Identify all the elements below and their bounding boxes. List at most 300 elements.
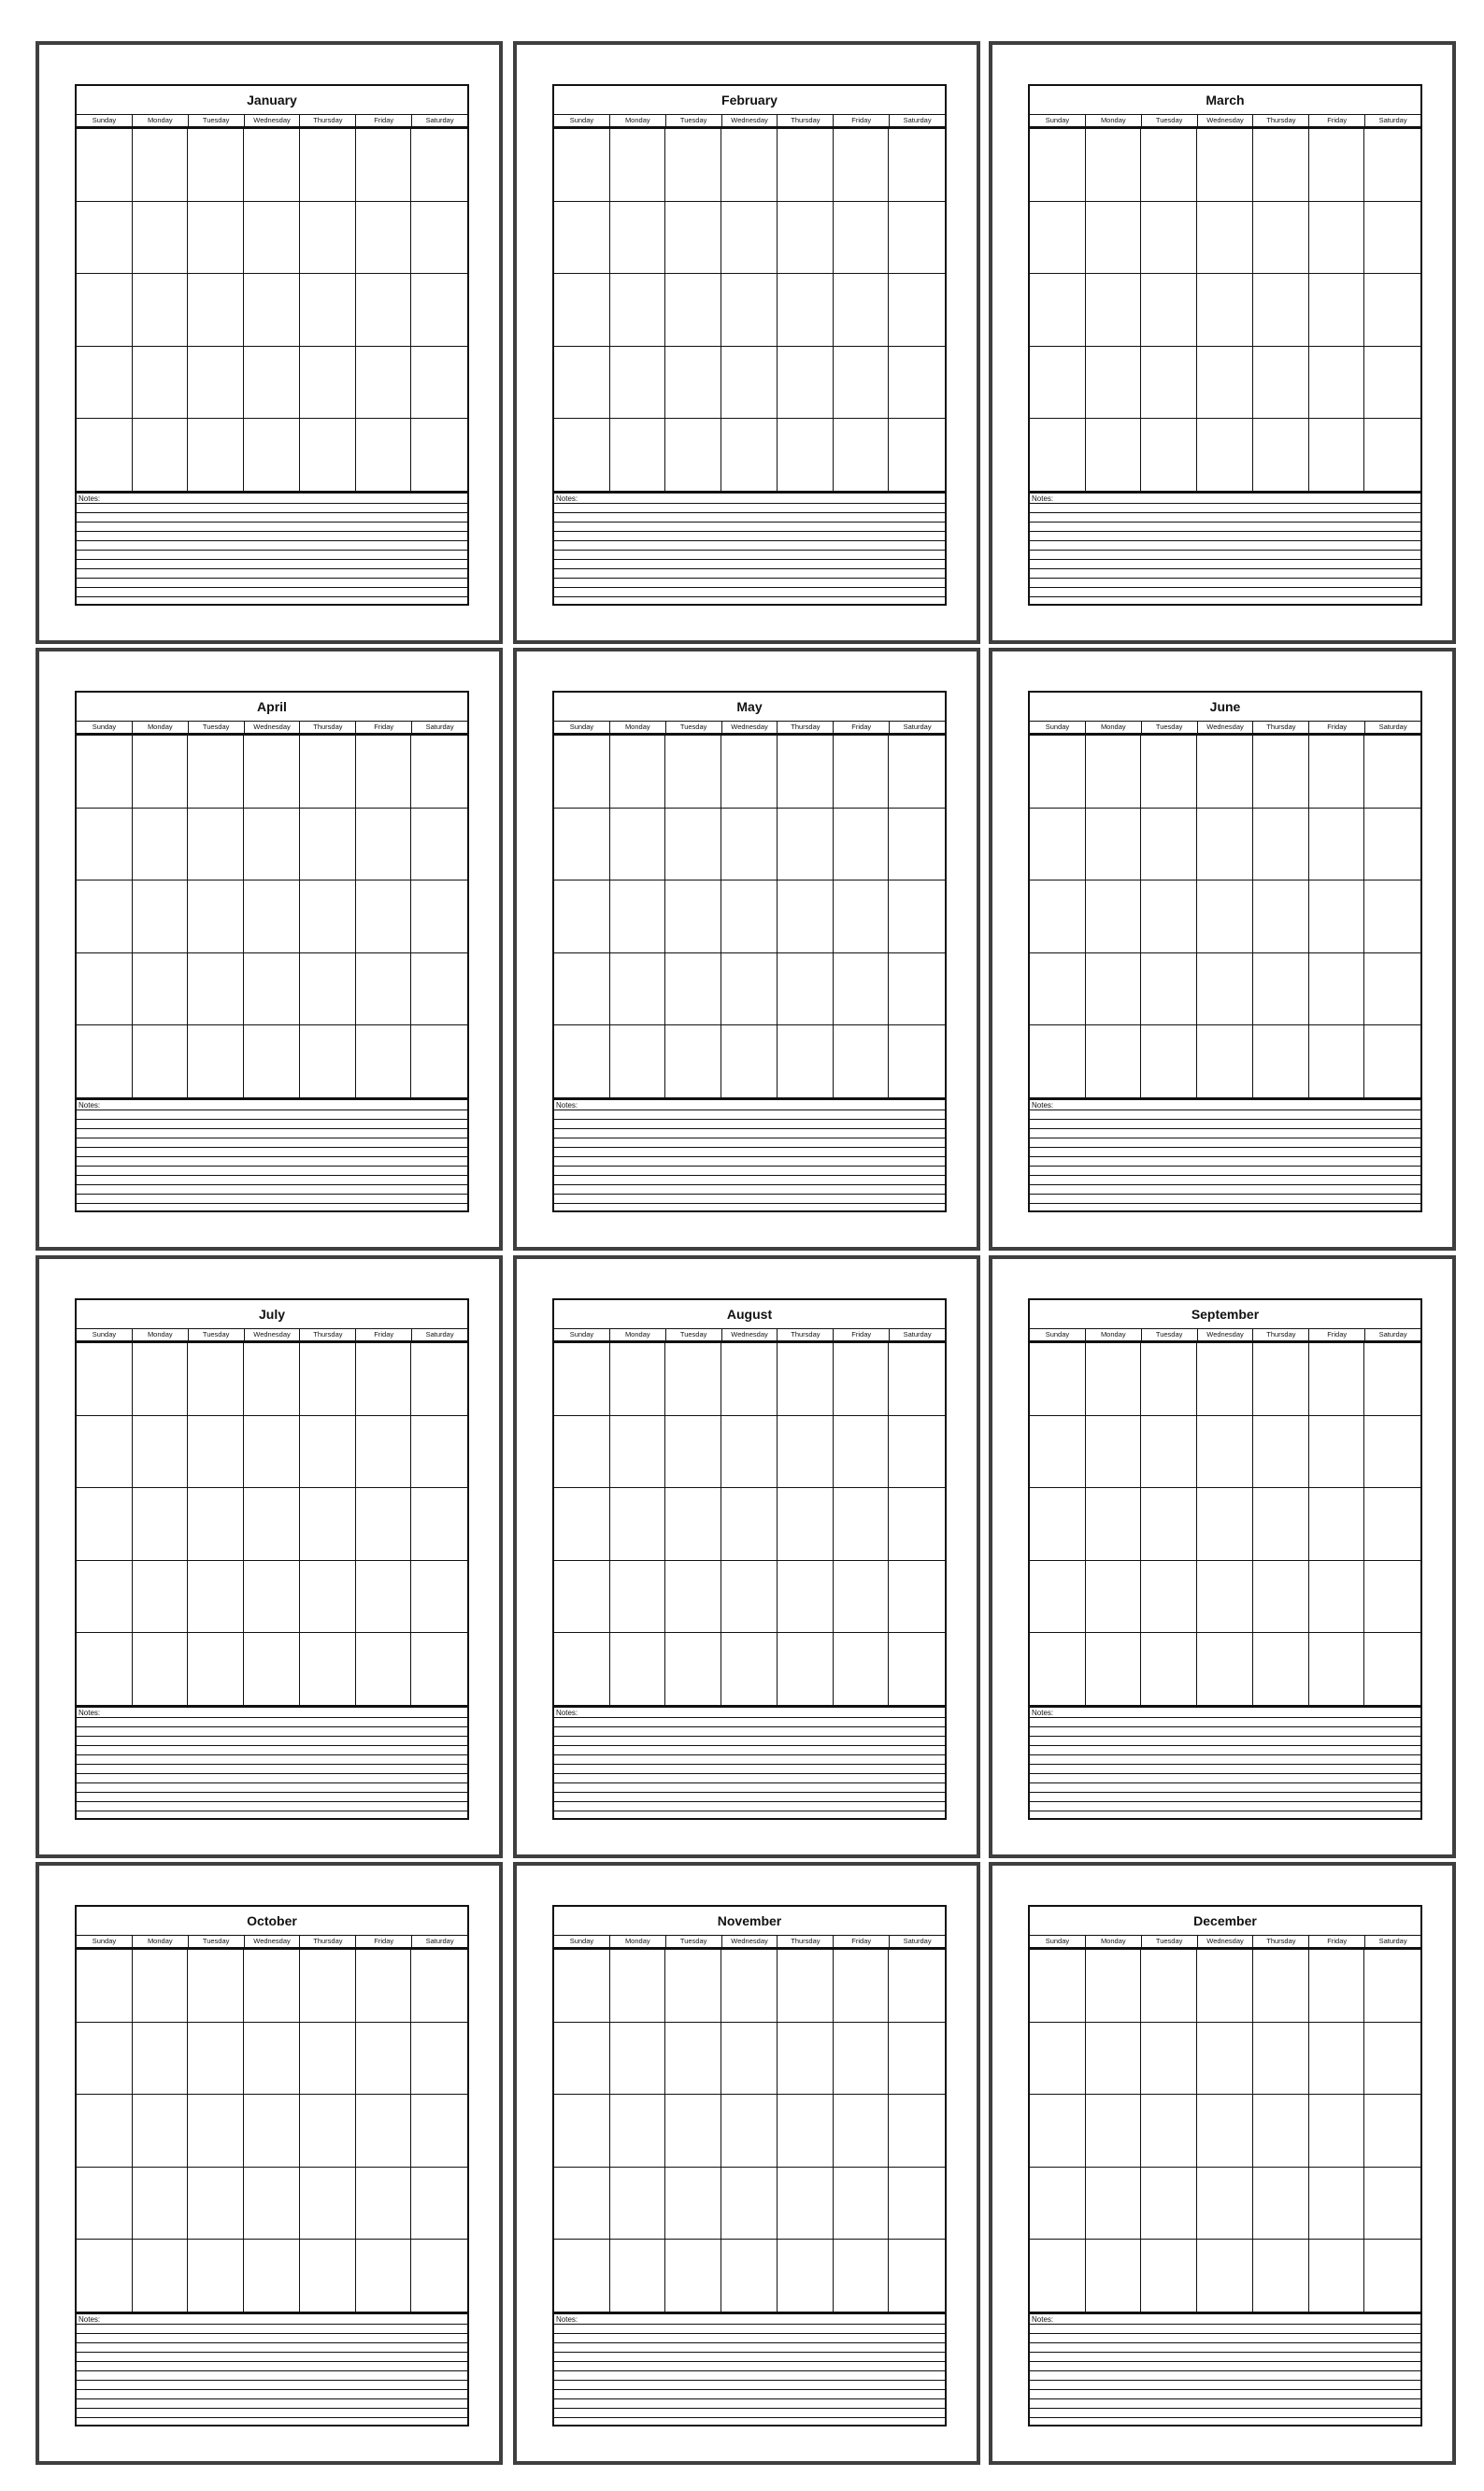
note-line bbox=[77, 1764, 467, 1765]
day-cell bbox=[1364, 347, 1420, 420]
day-cell bbox=[665, 419, 721, 492]
day-cell bbox=[411, 1561, 467, 1634]
day-cell bbox=[834, 202, 890, 275]
weekday-label: Saturday bbox=[411, 1936, 467, 1947]
day-cell bbox=[610, 1343, 666, 1416]
day-cell bbox=[133, 129, 189, 202]
day-cell bbox=[188, 2168, 244, 2240]
note-line bbox=[1030, 512, 1420, 513]
note-line bbox=[77, 1147, 467, 1148]
weekday-header-row bbox=[1030, 114, 1420, 129]
month-title: March bbox=[1206, 93, 1245, 107]
weekday-label: Sunday bbox=[92, 1937, 117, 1945]
note-line bbox=[77, 1773, 467, 1774]
day-cell bbox=[554, 202, 610, 275]
month-title: May bbox=[736, 699, 763, 714]
weekday-label: Monday bbox=[132, 1936, 188, 1947]
day-cell bbox=[1309, 809, 1365, 881]
note-line bbox=[77, 2324, 467, 2325]
day-cell bbox=[1197, 1633, 1253, 1706]
note-line bbox=[77, 1109, 467, 1110]
weekday-label: Tuesday bbox=[188, 1936, 244, 1947]
note-line bbox=[77, 550, 467, 551]
day-cell bbox=[411, 953, 467, 1026]
day-cell bbox=[778, 2168, 834, 2240]
day-cell bbox=[1030, 1343, 1086, 1416]
day-cell bbox=[77, 274, 133, 347]
month-page bbox=[513, 648, 980, 1251]
day-cell bbox=[300, 2095, 356, 2168]
day-cell bbox=[665, 1488, 721, 1561]
day-cell bbox=[356, 1488, 412, 1561]
day-cell bbox=[834, 1025, 890, 1098]
day-cell bbox=[889, 1633, 945, 1706]
weekday-label: Saturday bbox=[411, 115, 467, 126]
note-line bbox=[77, 512, 467, 513]
month-title: November bbox=[717, 1913, 782, 1928]
day-cell bbox=[721, 274, 778, 347]
weekday-header-row bbox=[554, 114, 945, 129]
day-cell bbox=[665, 1561, 721, 1634]
weekday-label: Monday bbox=[609, 115, 665, 126]
day-cell bbox=[778, 129, 834, 202]
note-line bbox=[1030, 587, 1420, 588]
day-cell bbox=[1253, 809, 1309, 881]
note-line bbox=[554, 1203, 945, 1204]
day-cell bbox=[721, 809, 778, 881]
note-line bbox=[554, 587, 945, 588]
note-line bbox=[554, 503, 945, 504]
note-line bbox=[77, 587, 467, 588]
day-cell bbox=[356, 419, 412, 492]
day-cell bbox=[834, 1633, 890, 1706]
day-cell bbox=[1253, 1633, 1309, 1706]
day-cell bbox=[1309, 1025, 1365, 1098]
day-cell bbox=[1141, 736, 1197, 809]
note-line bbox=[1030, 1156, 1420, 1157]
day-cell bbox=[554, 1025, 610, 1098]
day-cell bbox=[834, 347, 890, 420]
note-line bbox=[554, 1801, 945, 1802]
day-cell bbox=[133, 1488, 189, 1561]
day-cell bbox=[889, 129, 945, 202]
note-line bbox=[77, 531, 467, 532]
day-cell bbox=[411, 202, 467, 275]
day-cell bbox=[721, 1633, 778, 1706]
day-cell bbox=[300, 2240, 356, 2312]
note-line bbox=[1030, 1764, 1420, 1765]
note-line bbox=[77, 1754, 467, 1755]
day-cell bbox=[834, 1950, 890, 2023]
weekday-label: Sunday bbox=[569, 1937, 594, 1945]
note-line bbox=[77, 2352, 467, 2353]
day-cell bbox=[77, 1416, 133, 1489]
day-cell bbox=[244, 274, 300, 347]
day-cell bbox=[1141, 2240, 1197, 2312]
weekday-label: Tuesday bbox=[665, 115, 721, 126]
day-cell bbox=[77, 953, 133, 1026]
day-cell bbox=[133, 2168, 189, 2240]
day-cell bbox=[665, 2168, 721, 2240]
note-line bbox=[77, 1782, 467, 1783]
day-cell bbox=[356, 347, 412, 420]
note-line bbox=[554, 568, 945, 569]
month-title: April bbox=[257, 699, 287, 714]
day-cell bbox=[1364, 2023, 1420, 2096]
day-cell bbox=[610, 129, 666, 202]
day-cell bbox=[554, 2095, 610, 2168]
day-cell bbox=[834, 1561, 890, 1634]
day-cell bbox=[411, 1633, 467, 1706]
note-line bbox=[554, 550, 945, 551]
day-cell bbox=[77, 129, 133, 202]
note-line bbox=[554, 1119, 945, 1120]
day-cell bbox=[133, 2240, 189, 2312]
day-cell bbox=[834, 419, 890, 492]
day-cell bbox=[554, 2168, 610, 2240]
day-cell bbox=[778, 736, 834, 809]
day-cell bbox=[133, 347, 189, 420]
day-cell bbox=[721, 953, 778, 1026]
day-cell bbox=[778, 880, 834, 953]
day-cell bbox=[300, 419, 356, 492]
note-line bbox=[77, 1156, 467, 1157]
month-page bbox=[989, 41, 1456, 644]
day-cell bbox=[1309, 2240, 1365, 2312]
day-cell bbox=[300, 736, 356, 809]
day-cell bbox=[554, 1343, 610, 1416]
day-cell bbox=[554, 1561, 610, 1634]
day-cell bbox=[721, 2240, 778, 2312]
day-cell bbox=[77, 2240, 133, 2312]
day-cell bbox=[1197, 274, 1253, 347]
weekday-label: Monday bbox=[609, 722, 665, 733]
weekday-label: Monday bbox=[1085, 115, 1141, 126]
day-cell bbox=[300, 274, 356, 347]
note-line bbox=[554, 1754, 945, 1755]
month-calendar bbox=[552, 691, 947, 1212]
day-cell bbox=[1309, 1950, 1365, 2023]
day-cell bbox=[1364, 1561, 1420, 1634]
note-line bbox=[77, 2333, 467, 2334]
weekday-label: Wednesday bbox=[244, 1329, 300, 1340]
day-cell bbox=[610, 736, 666, 809]
note-line bbox=[77, 1119, 467, 1120]
month-title: August bbox=[726, 1307, 773, 1322]
month-calendar bbox=[552, 84, 947, 606]
day-cell bbox=[133, 880, 189, 953]
day-cell bbox=[721, 736, 778, 809]
weekday-header-row bbox=[77, 1328, 467, 1343]
note-line bbox=[1030, 1147, 1420, 1148]
day-cell bbox=[1364, 880, 1420, 953]
day-cell bbox=[889, 347, 945, 420]
day-cell bbox=[411, 2023, 467, 2096]
month-calendar bbox=[1028, 84, 1422, 606]
day-cell bbox=[554, 809, 610, 881]
note-line bbox=[554, 1128, 945, 1129]
day-cell bbox=[1141, 1633, 1197, 1706]
day-cell bbox=[1364, 953, 1420, 1026]
weekday-label: Tuesday bbox=[665, 1329, 721, 1340]
day-cell bbox=[1030, 1488, 1086, 1561]
day-cell bbox=[188, 2095, 244, 2168]
notes-label: Notes: bbox=[78, 2315, 101, 2324]
month-calendar bbox=[75, 1905, 469, 2427]
weekday-label: Friday bbox=[833, 1936, 889, 1947]
day-cell bbox=[244, 2168, 300, 2240]
day-cell bbox=[1086, 2095, 1142, 2168]
day-cell bbox=[300, 809, 356, 881]
day-cell bbox=[188, 1561, 244, 1634]
day-cell bbox=[1197, 347, 1253, 420]
note-line bbox=[554, 2389, 945, 2390]
day-cell bbox=[834, 1343, 890, 1416]
weekday-label: Thursday bbox=[299, 115, 355, 126]
day-cell bbox=[665, 953, 721, 1026]
note-line bbox=[554, 531, 945, 532]
weekday-label: Friday bbox=[1308, 1329, 1364, 1340]
day-cell bbox=[1086, 129, 1142, 202]
day-cell bbox=[77, 202, 133, 275]
day-cell bbox=[778, 1416, 834, 1489]
day-cell bbox=[356, 1561, 412, 1634]
day-cell bbox=[610, 1561, 666, 1634]
day-cell bbox=[1364, 419, 1420, 492]
month-calendar bbox=[552, 1298, 947, 1820]
day-cell bbox=[1309, 953, 1365, 1026]
day-cell bbox=[133, 419, 189, 492]
note-line bbox=[554, 2342, 945, 2343]
note-line bbox=[554, 559, 945, 560]
day-cell bbox=[889, 736, 945, 809]
day-cell bbox=[1086, 1633, 1142, 1706]
day-cell bbox=[1309, 347, 1365, 420]
weekday-label: Wednesday bbox=[1197, 1936, 1253, 1947]
day-cell bbox=[1253, 2168, 1309, 2240]
note-line bbox=[1030, 1726, 1420, 1727]
day-cell bbox=[1253, 347, 1309, 420]
day-cell bbox=[356, 953, 412, 1026]
day-cell bbox=[300, 1633, 356, 1706]
weekday-label: Friday bbox=[833, 1329, 889, 1340]
day-cell bbox=[889, 953, 945, 1026]
day-cell bbox=[554, 953, 610, 1026]
note-line bbox=[554, 1147, 945, 1148]
day-cell bbox=[610, 2023, 666, 2096]
note-line bbox=[1030, 1184, 1420, 1185]
day-cell bbox=[554, 347, 610, 420]
day-grid bbox=[77, 129, 467, 492]
month-calendar bbox=[75, 1298, 469, 1820]
day-cell bbox=[300, 1416, 356, 1489]
day-cell bbox=[1364, 2240, 1420, 2312]
day-cell bbox=[356, 202, 412, 275]
day-cell bbox=[1030, 880, 1086, 953]
weekday-label: Thursday bbox=[1252, 722, 1308, 733]
day-cell bbox=[834, 2240, 890, 2312]
day-cell bbox=[610, 1633, 666, 1706]
day-cell bbox=[133, 736, 189, 809]
day-cell bbox=[77, 1633, 133, 1706]
day-cell bbox=[188, 953, 244, 1026]
day-cell bbox=[610, 2095, 666, 2168]
weekday-label: Thursday bbox=[1252, 115, 1308, 126]
day-cell bbox=[721, 1416, 778, 1489]
day-cell bbox=[778, 2240, 834, 2312]
day-cell bbox=[1030, 419, 1086, 492]
day-cell bbox=[188, 1633, 244, 1706]
note-line bbox=[1030, 2398, 1420, 2399]
weekday-label: Saturday bbox=[411, 722, 467, 733]
day-cell bbox=[554, 1416, 610, 1489]
day-cell bbox=[244, 736, 300, 809]
weekday-label: Sunday bbox=[92, 1330, 117, 1339]
day-cell bbox=[1086, 2240, 1142, 2312]
month-page bbox=[36, 1862, 503, 2465]
day-cell bbox=[1197, 202, 1253, 275]
day-cell bbox=[1086, 2023, 1142, 2096]
weekday-label: Tuesday bbox=[188, 115, 244, 126]
weekday-label: Monday bbox=[132, 1329, 188, 1340]
month-title: February bbox=[721, 93, 778, 107]
notes-section bbox=[77, 1706, 467, 1818]
day-cell bbox=[1086, 736, 1142, 809]
day-grid bbox=[1030, 1343, 1420, 1706]
day-cell bbox=[721, 129, 778, 202]
notes-section bbox=[1030, 492, 1420, 604]
day-cell bbox=[1141, 274, 1197, 347]
day-cell bbox=[721, 1950, 778, 2023]
day-cell bbox=[356, 1343, 412, 1416]
weekday-header-row bbox=[554, 1328, 945, 1343]
day-cell bbox=[1253, 1561, 1309, 1634]
day-cell bbox=[610, 2240, 666, 2312]
day-cell bbox=[610, 1416, 666, 1489]
day-cell bbox=[133, 274, 189, 347]
day-cell bbox=[1141, 953, 1197, 1026]
day-cell bbox=[1086, 202, 1142, 275]
note-line bbox=[1030, 596, 1420, 597]
day-cell bbox=[1197, 2240, 1253, 2312]
day-cell bbox=[834, 2023, 890, 2096]
day-cell bbox=[1253, 274, 1309, 347]
day-cell bbox=[1253, 129, 1309, 202]
day-cell bbox=[778, 1950, 834, 2023]
weekday-header-row bbox=[554, 1935, 945, 1950]
day-cell bbox=[889, 2168, 945, 2240]
day-cell bbox=[1141, 1488, 1197, 1561]
day-cell bbox=[188, 1343, 244, 1416]
month-title: July bbox=[258, 1307, 285, 1322]
day-cell bbox=[244, 347, 300, 420]
day-cell bbox=[665, 129, 721, 202]
day-cell bbox=[1364, 1025, 1420, 1098]
day-cell bbox=[1086, 1950, 1142, 2023]
note-line bbox=[554, 1736, 945, 1737]
day-cell bbox=[411, 419, 467, 492]
weekday-label: Friday bbox=[355, 1329, 411, 1340]
day-cell bbox=[1086, 1416, 1142, 1489]
day-cell bbox=[721, 1488, 778, 1561]
day-cell bbox=[1253, 2095, 1309, 2168]
day-cell bbox=[665, 2240, 721, 2312]
weekday-label: Tuesday bbox=[1141, 1936, 1197, 1947]
day-cell bbox=[721, 1025, 778, 1098]
day-cell bbox=[1030, 1025, 1086, 1098]
weekday-label: Sunday bbox=[92, 116, 117, 124]
weekday-label: Tuesday bbox=[1141, 1329, 1197, 1340]
day-cell bbox=[411, 809, 467, 881]
weekday-label: Friday bbox=[1308, 722, 1364, 733]
day-cell bbox=[778, 1025, 834, 1098]
day-grid bbox=[1030, 1950, 1420, 2312]
day-cell bbox=[411, 1488, 467, 1561]
day-cell bbox=[1253, 1025, 1309, 1098]
day-cell bbox=[1364, 1343, 1420, 1416]
day-cell bbox=[300, 880, 356, 953]
note-line bbox=[1030, 559, 1420, 560]
day-cell bbox=[133, 202, 189, 275]
day-cell bbox=[1030, 129, 1086, 202]
day-cell bbox=[411, 1950, 467, 2023]
day-cell bbox=[889, 2023, 945, 2096]
notes-label: Notes: bbox=[78, 494, 101, 503]
day-cell bbox=[300, 129, 356, 202]
day-cell bbox=[411, 2168, 467, 2240]
note-line bbox=[554, 596, 945, 597]
day-cell bbox=[356, 1416, 412, 1489]
day-cell bbox=[1086, 809, 1142, 881]
note-line bbox=[554, 2333, 945, 2334]
month-page bbox=[989, 1862, 1456, 2465]
month-title: October bbox=[247, 1913, 297, 1928]
weekday-label: Tuesday bbox=[188, 1329, 244, 1340]
day-cell bbox=[244, 1950, 300, 2023]
day-cell bbox=[834, 953, 890, 1026]
day-cell bbox=[1197, 2168, 1253, 2240]
day-cell bbox=[610, 880, 666, 953]
note-line bbox=[1030, 1754, 1420, 1755]
note-line bbox=[1030, 2389, 1420, 2390]
weekday-label: Tuesday bbox=[188, 722, 244, 733]
note-line bbox=[77, 1166, 467, 1167]
day-cell bbox=[665, 736, 721, 809]
notes-label: Notes: bbox=[1032, 1101, 1054, 1109]
day-cell bbox=[188, 419, 244, 492]
notes-label: Notes: bbox=[78, 1709, 101, 1717]
weekday-label: Sunday bbox=[569, 1330, 594, 1339]
note-line bbox=[554, 2370, 945, 2371]
day-cell bbox=[1253, 1950, 1309, 2023]
notes-section bbox=[1030, 1098, 1420, 1210]
note-line bbox=[77, 596, 467, 597]
notes-label: Notes: bbox=[556, 1101, 578, 1109]
day-cell bbox=[665, 1025, 721, 1098]
day-cell bbox=[1309, 1561, 1365, 1634]
note-line bbox=[1030, 2324, 1420, 2325]
day-cell bbox=[356, 1633, 412, 1706]
day-cell bbox=[300, 2023, 356, 2096]
day-cell bbox=[1197, 2023, 1253, 2096]
day-cell bbox=[188, 809, 244, 881]
day-cell bbox=[1141, 202, 1197, 275]
month-title: September bbox=[1191, 1307, 1260, 1322]
day-cell bbox=[244, 809, 300, 881]
day-cell bbox=[665, 202, 721, 275]
day-cell bbox=[778, 274, 834, 347]
weekday-header-row bbox=[1030, 721, 1420, 736]
